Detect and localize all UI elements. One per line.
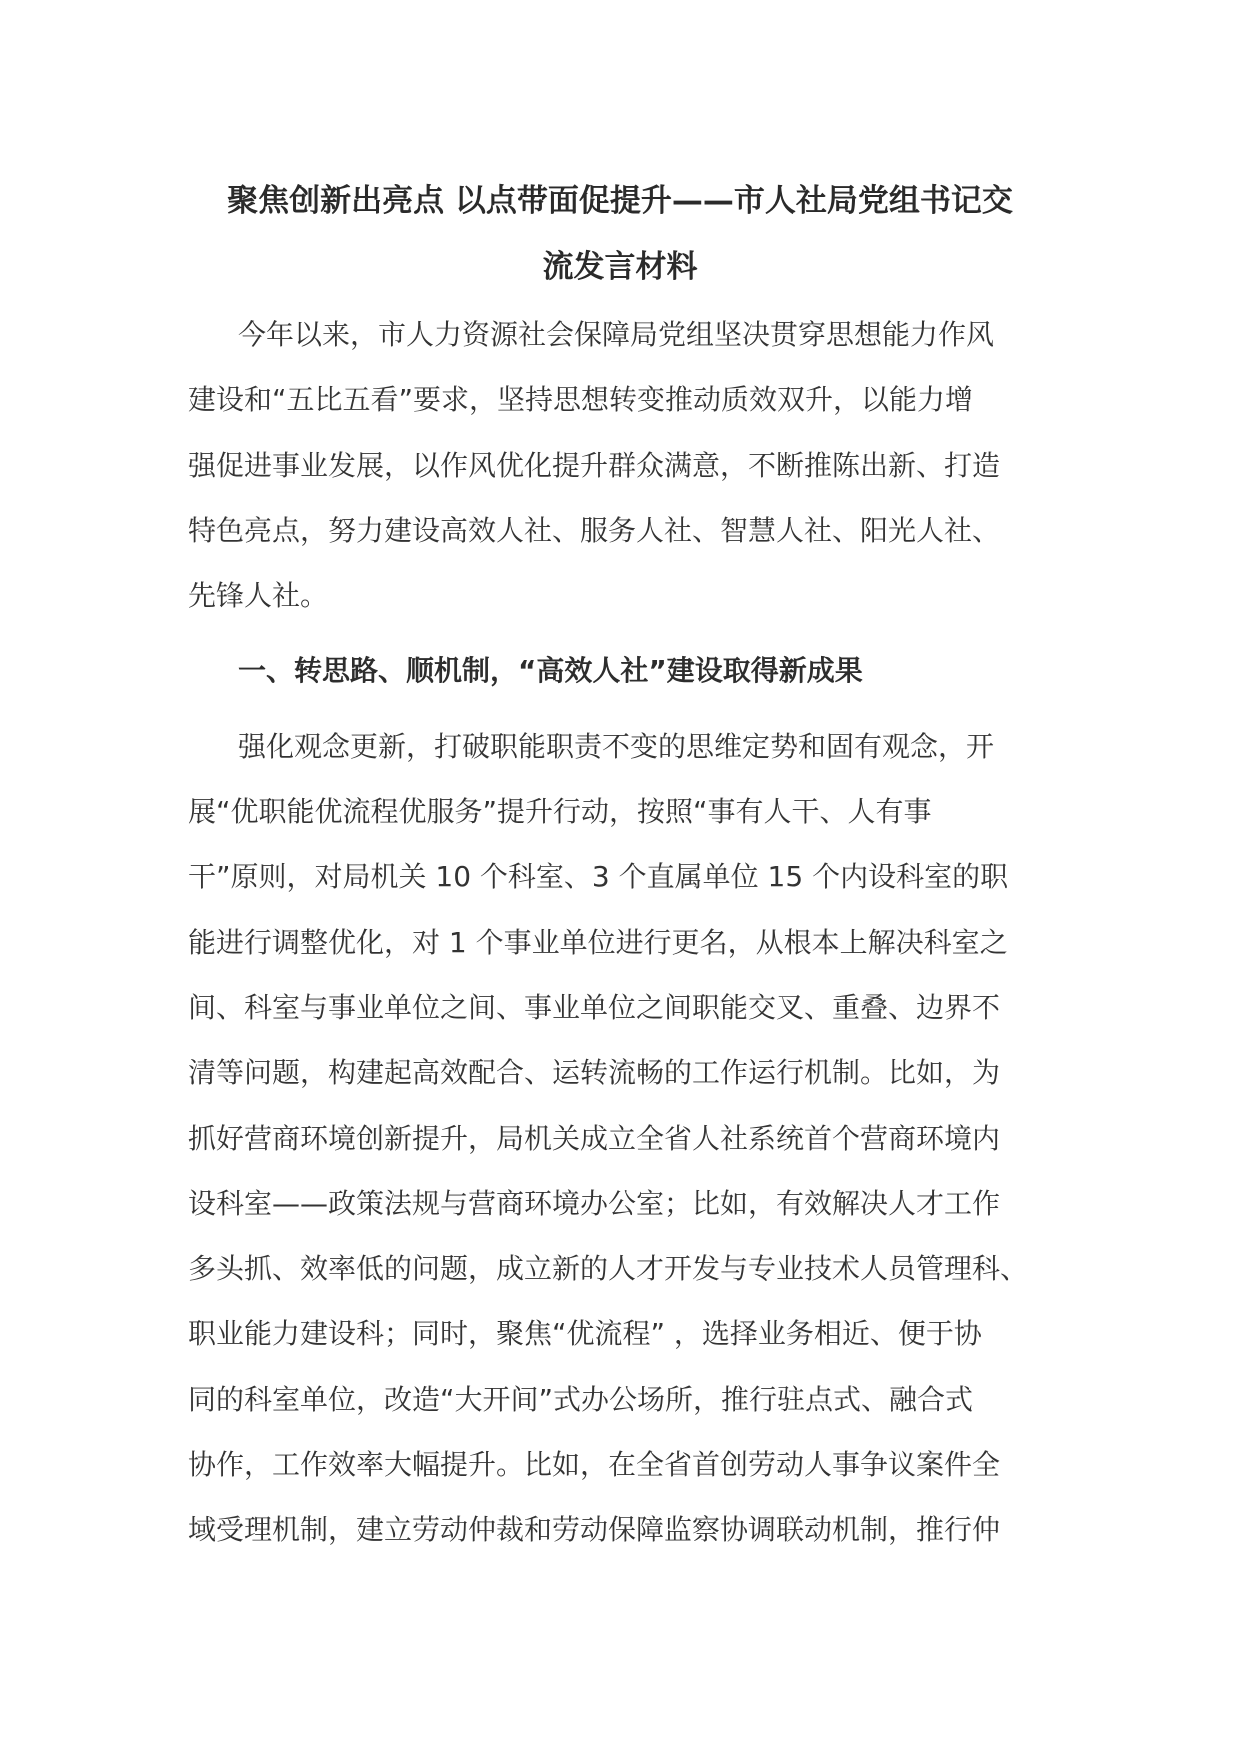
section-1-line-6: 清等问题，构建起高效配合、运转流畅的工作运行机制。比如，为 (188, 1056, 1001, 1090)
section-1-line-11: 同的科室单位，改造“大开间”式办公场所，推行驻点式、融合式 (188, 1382, 974, 1416)
section-1-paragraph (188, 714, 1052, 1563)
section-1-line-4: 能进行调整优化，对 1 个事业单位进行更名，从根本上解决科室之 (188, 925, 1008, 959)
section-1-line-2: 展“优职能优流程优服务”提升行动，按照“事有人干、人有事 (188, 795, 932, 829)
section-1-line-3: 干”原则，对局机关 10 个科室、3 个直属单位 15 个内设科室的职 (188, 860, 1009, 894)
title-line-1: 聚焦创新出亮点 以点带面促提升——市人社局党组书记交 (227, 183, 1013, 219)
section-1-line-12: 协作，工作效率大幅提升。比如，在全省首创劳动人事争议案件全 (188, 1448, 1001, 1482)
section-1-line-5: 间、科室与事业单位之间、事业单位之间职能交叉、重叠、边界不 (188, 990, 1001, 1024)
intro-line-4: 特色亮点，努力建设高效人社、服务人社、智慧人社、阳光人社、 (188, 513, 1001, 547)
intro-line-3: 强促进事业发展，以作风优化提升群众满意，不断推陈出新、打造 (188, 448, 1001, 482)
intro-line-2: 建设和“五比五看”要求，坚持思想转变推动质效双升，以能力增 (188, 383, 974, 417)
section-1-line-9: 多头抓、效率低的问题，成立新的人才开发与专业技术人员管理科、 (188, 1252, 1029, 1286)
document-title (188, 168, 1052, 300)
section-1-line-13: 域受理机制，建立劳动仲裁和劳动保障监察协调联动机制，推行仲 (188, 1513, 1001, 1547)
title-line-2: 流发言材料 (542, 249, 698, 285)
document-content (188, 168, 1052, 1563)
intro-paragraph (188, 302, 1052, 628)
section-1-line-7: 抓好营商环境创新提升，局机关成立全省人社系统首个营商环境内 (188, 1121, 1001, 1155)
section-1-line-8: 设科室——政策法规与营商环境办公室；比如，有效解决人才工作 (188, 1186, 1001, 1220)
section-1-heading: 一、转思路、顺机制，“高效人社”建设取得新成果 (238, 654, 863, 688)
section-1-line-10: 职业能力建设科；同时，聚焦“优流程” ，选择业务相近、便于协 (188, 1317, 982, 1351)
intro-line-1: 今年以来，市人力资源社会保障局党组坚决贯穿思想能力作风 (238, 318, 995, 351)
section-1-line-1: 强化观念更新，打破职能职责不变的思维定势和固有观念，开 (238, 729, 995, 763)
intro-line-5: 先锋人社。 (188, 579, 329, 613)
